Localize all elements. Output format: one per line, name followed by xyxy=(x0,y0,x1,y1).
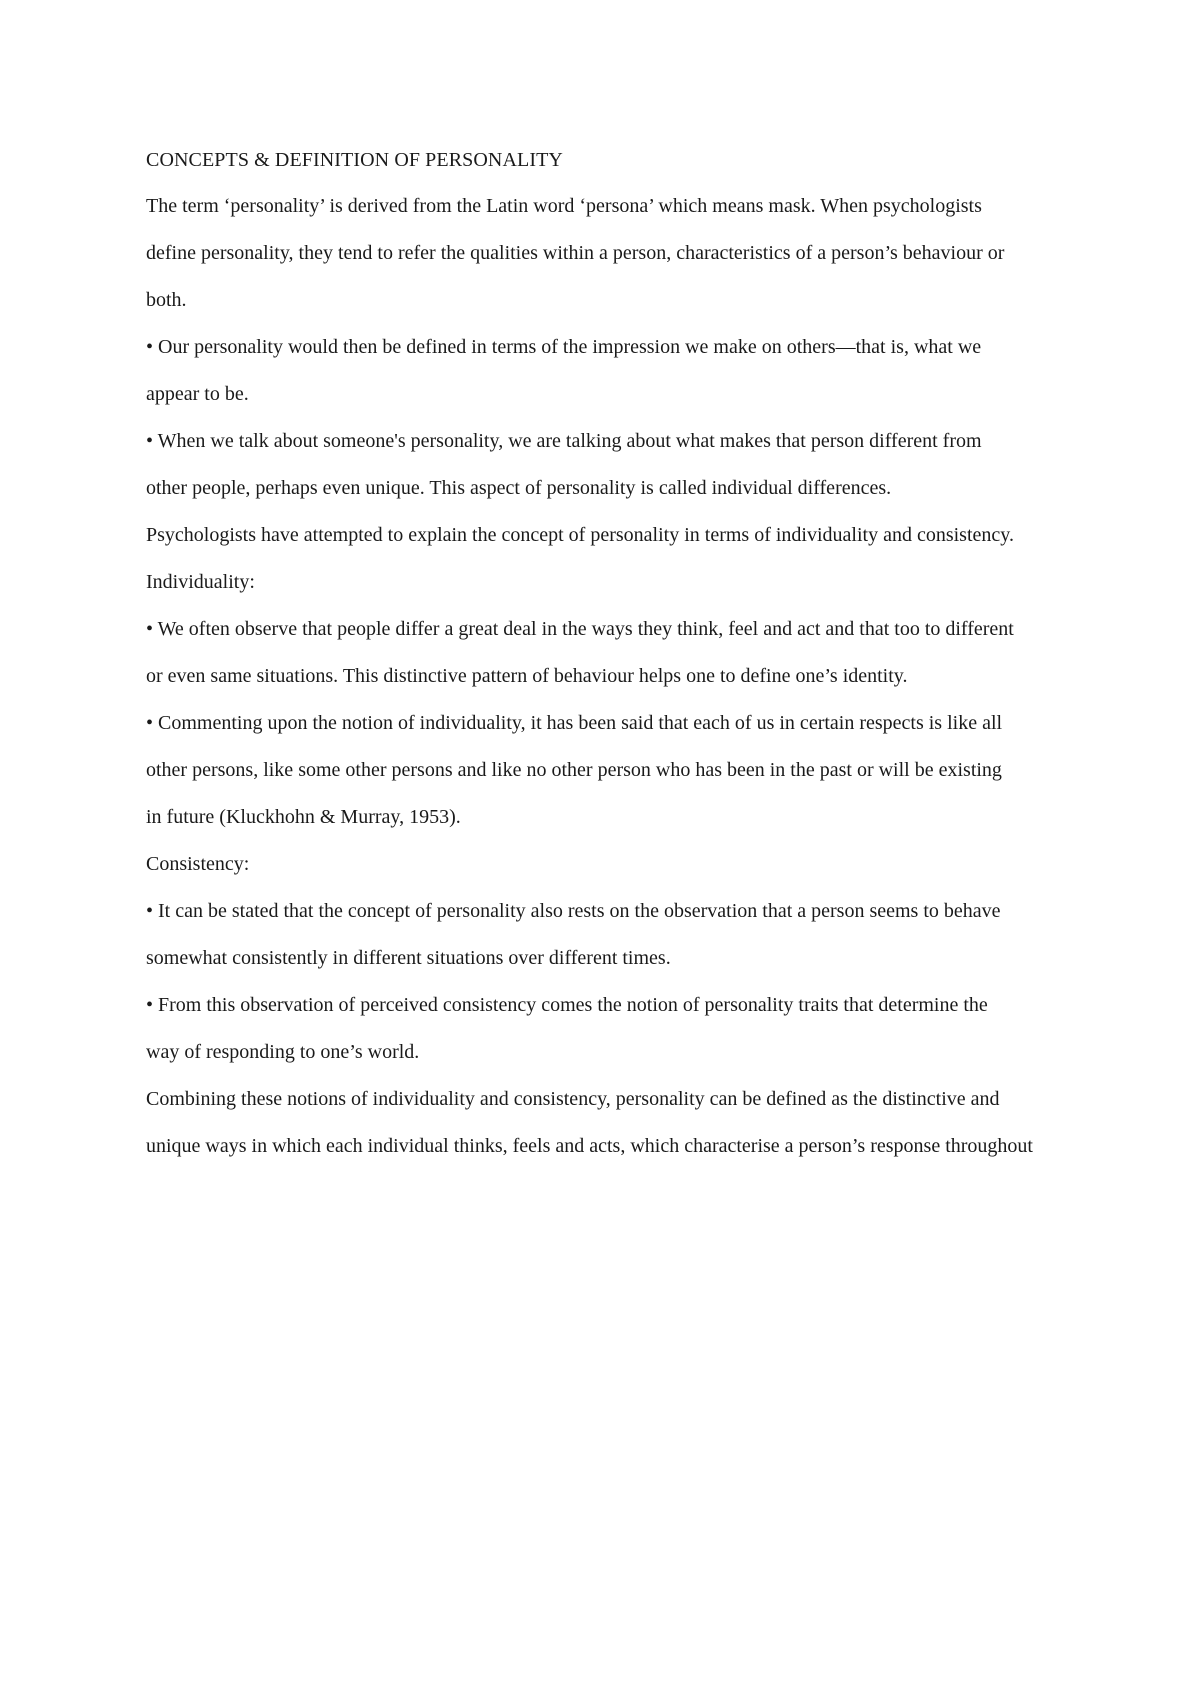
bullet-paragraph: • Commenting upon the notion of individuality, it has been said that each of us in certain respects is like all xyxy=(146,712,1003,734)
bullet-paragraph: • Our personality would then be defined in terms of the impression we make on others—that is, what we xyxy=(146,336,982,358)
paragraph: define personality, they tend to refer the qualities within a person, characteristics of a person’s behaviour or xyxy=(146,242,1005,264)
paragraph: in future (Kluckhohn & Murray, 1953). xyxy=(146,806,461,828)
paragraph: other people, perhaps even unique. This aspect of personality is called individual differences. xyxy=(146,477,892,499)
bullet-paragraph: • When we talk about someone's personality, we are talking about what makes that person different from xyxy=(146,430,982,452)
paragraph: both. xyxy=(146,289,187,311)
paragraph: unique ways in which each individual thinks, feels and acts, which characterise a person’s response throughout xyxy=(146,1135,1033,1157)
paragraph: Combining these notions of individuality and consistency, personality can be defined as the distinctive and xyxy=(146,1088,1000,1110)
paragraph: or even same situations. This distinctive pattern of behaviour helps one to define one’s identity. xyxy=(146,665,908,687)
paragraph: other persons, like some other persons and like no other person who has been in the past or will be existing xyxy=(146,759,1002,781)
paragraph: The term ‘personality’ is derived from the Latin word ‘persona’ which means mask. When psychologists xyxy=(146,195,982,217)
bullet-paragraph: • It can be stated that the concept of personality also rests on the observation that a person seems to behave xyxy=(146,900,1001,922)
bullet-paragraph: • From this observation of perceived consistency comes the notion of personality traits that determine the xyxy=(146,994,988,1016)
bullet-paragraph: • We often observe that people differ a great deal in the ways they think, feel and act and that too to different xyxy=(146,618,1014,640)
document-page xyxy=(146,148,1062,1179)
section-heading-individuality: Individuality: xyxy=(146,571,255,593)
paragraph: way of responding to one’s world. xyxy=(146,1041,420,1063)
document-title: CONCEPTS & DEFINITION OF PERSONALITY xyxy=(146,149,563,171)
paragraph: appear to be. xyxy=(146,383,249,405)
paragraph: somewhat consistently in different situations over different times. xyxy=(146,947,671,969)
paragraph: Psychologists have attempted to explain the concept of personality in terms of individuality and consistency. xyxy=(146,524,1014,546)
section-heading-consistency: Consistency: xyxy=(146,853,250,875)
